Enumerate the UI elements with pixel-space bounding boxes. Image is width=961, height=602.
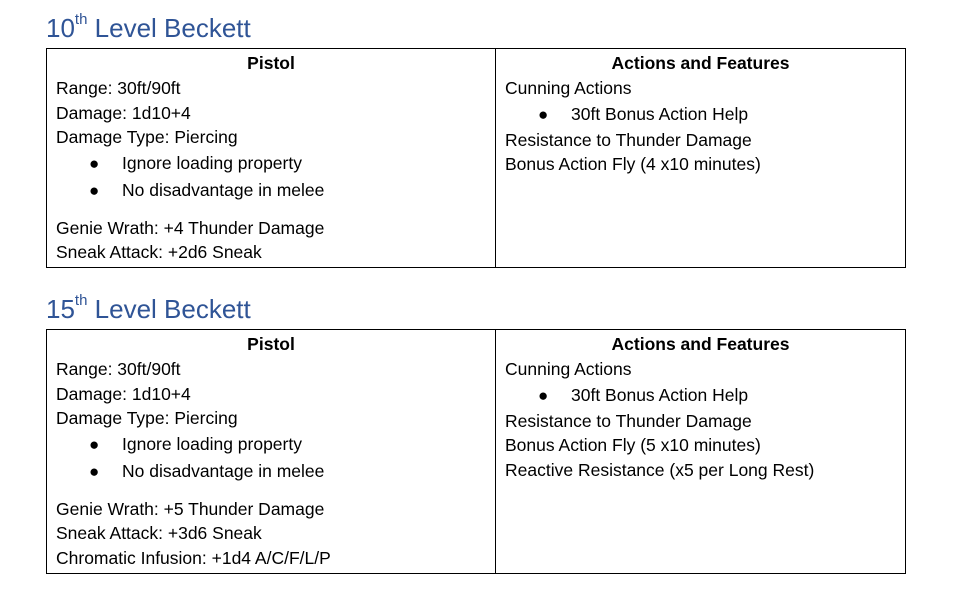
range-line: Range: 30ft/90ft <box>56 359 181 379</box>
pistol-cell <box>47 330 496 574</box>
resistance-line: Resistance to Thunder Damage <box>505 129 752 150</box>
bullet-item <box>56 458 486 485</box>
bullet-icon: ● <box>89 180 100 200</box>
heading-title-text: Level Beckett <box>87 294 251 324</box>
bullet-item <box>56 431 486 458</box>
cunning-actions-line: Cunning Actions <box>505 78 632 98</box>
damage-line: Damage: 1d10+4 <box>56 383 191 404</box>
sneak-attack-line: Sneak Attack: +2d6 Sneak <box>56 242 262 262</box>
features-title: Actions and Features <box>611 334 790 354</box>
damage-line: Damage: 1d10+4 <box>56 102 191 123</box>
section-level-10 <box>46 8 906 268</box>
bullet-icon: ● <box>538 104 549 124</box>
heading-title-text: Level Beckett <box>87 13 251 43</box>
bullet-text: 30ft Bonus Action Help <box>571 103 749 124</box>
range-line: Range: 30ft/90ft <box>56 78 181 98</box>
bullet-item <box>505 382 896 409</box>
bullet-text: No disadvantage in melee <box>122 460 325 481</box>
features-title: Actions and Features <box>611 53 790 73</box>
bullet-text: Ignore loading property <box>122 152 302 173</box>
section-level-15 <box>46 289 906 574</box>
pistol-title: Pistol <box>247 334 295 354</box>
stat-table <box>46 48 906 268</box>
section-heading <box>46 289 906 329</box>
damage-type-line: Damage Type: Piercing <box>56 127 238 147</box>
bullet-icon: ● <box>538 385 549 405</box>
fly-line: Bonus Action Fly (4 x10 minutes) <box>505 154 761 174</box>
heading-level-number: 10 <box>46 13 75 43</box>
sneak-attack-line: Sneak Attack: +3d6 Sneak <box>56 523 262 543</box>
bullet-item <box>56 177 486 204</box>
resistance-line: Resistance to Thunder Damage <box>505 410 752 431</box>
bullet-icon: ● <box>89 153 100 173</box>
bullet-item <box>505 101 896 128</box>
pistol-title: Pistol <box>247 53 295 73</box>
stat-table <box>46 329 906 574</box>
bullet-text: Ignore loading property <box>122 433 302 454</box>
cunning-actions-line: Cunning Actions <box>505 359 632 379</box>
chromatic-infusion-line: Chromatic Infusion: +1d4 A/C/F/L/P <box>56 547 331 568</box>
features-cell <box>496 330 906 574</box>
damage-type-line: Damage Type: Piercing <box>56 408 238 428</box>
genie-wrath-line: Genie Wrath: +5 Thunder Damage <box>56 498 325 519</box>
bullet-text: 30ft Bonus Action Help <box>571 384 749 405</box>
bullet-icon: ● <box>89 434 100 454</box>
genie-wrath-line: Genie Wrath: +4 Thunder Damage <box>56 217 325 238</box>
bullet-item <box>56 150 486 177</box>
heading-ordinal-suffix: th <box>74 292 88 309</box>
section-heading <box>46 8 906 48</box>
reactive-resistance-line: Reactive Resistance (x5 per Long Rest) <box>505 459 815 480</box>
heading-level-number: 15 <box>46 294 75 324</box>
bullet-icon: ● <box>89 461 100 481</box>
features-cell <box>496 49 906 268</box>
fly-line: Bonus Action Fly (5 x10 minutes) <box>505 435 761 455</box>
heading-ordinal-suffix: th <box>74 11 88 28</box>
pistol-cell <box>47 49 496 268</box>
bullet-text: No disadvantage in melee <box>122 179 325 200</box>
